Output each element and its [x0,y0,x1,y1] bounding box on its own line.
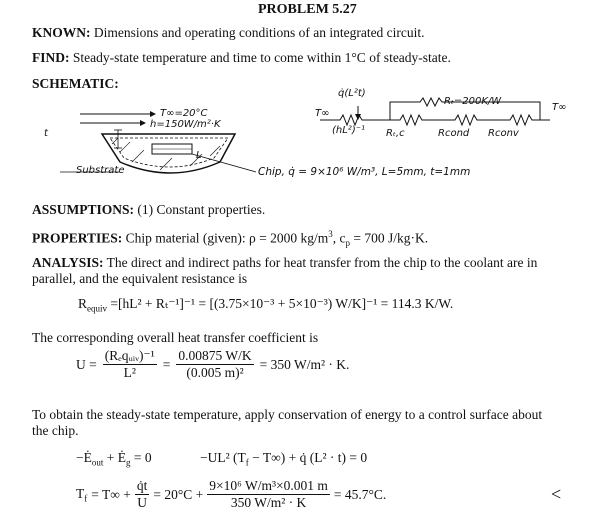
assumptions-text: (1) Constant properties. [137,202,266,217]
energy-balance-expanded [200,450,367,468]
schematic-label: SCHEMATIC: [32,76,119,91]
analysis-line5: the chip. [32,423,79,438]
energy-balance-equation [76,450,152,468]
properties-line [32,229,428,248]
analysis-text-1: The direct and indirect paths for heat transfer from the chip to the coolant are in [106,255,538,270]
eq4-a: = T∞ + [91,486,131,502]
eq1-mid: =[hL² + Rₜ⁻¹]⁻¹ = [(3.75×10⁻³ + 5×10⁻³) W/K]⁻¹ [110,296,378,311]
properties-exp: 3 [328,229,333,239]
eq2-den2: (0.005 m)² [186,365,244,380]
properties-text-c: = 700 J/kg·K. [350,230,429,246]
known-line [32,25,425,41]
Rt-value-label: Rₜ=200K/W [444,96,502,107]
Rcond-label: Rcond [438,128,470,139]
hL2-label: (hL²)⁻¹ [332,125,366,136]
tinf-right-label: T∞ [552,102,567,113]
eq3-a: −Ė [76,450,92,465]
properties-text-b: , c [332,230,346,246]
eq2-fraction-2 [176,348,253,381]
assumptions-line [32,202,265,218]
eq2-rhs: = 350 W/m² · K. [259,356,350,372]
qdot-label: q̇(L²t) [338,88,366,99]
analysis-line2: parallel, and the equivalent resistance is [32,271,248,286]
eq3-c: = 0 [130,450,152,465]
properties-text-a: Chip material (given): ρ = 2000 kg/m [125,230,329,246]
analysis-line1 [32,255,537,271]
eq4-b: = 20°C + [153,486,204,502]
eq2-num2: 0.00875 W/K [178,348,252,363]
eq4-den2: 350 W/m² · K [230,495,307,510]
Rtc-label: Rₜ,c [386,128,405,139]
eq4-num1: q̇t [136,478,148,493]
eq3-b-sub: g [126,457,131,468]
eq2-den1: L² [123,365,136,380]
substrate-label: Substrate [76,165,125,176]
known-label: KNOWN: [32,25,91,40]
eq1-rhs: = 114.3 K/W. [380,296,454,311]
eq3-b: + Ė [103,450,127,465]
eq4-lhs: T [76,485,85,501]
tinf-label: T∞=20°C [160,108,208,119]
chip-caption: Chip, q̇ = 9×10⁶ W/m³, L=5mm, t=1mm [258,166,471,178]
eq1-lhs-sub: equiv [87,303,108,314]
Rconv-label: Rconv [488,128,519,139]
eq2-lhs: U = [76,356,97,372]
properties-label: PROPERTIES: [32,230,123,246]
analysis-label: ANALYSIS: [32,255,104,270]
t-label: t [44,128,48,139]
eq2-num1: (Rₑqᵤᵢᵥ)⁻¹ [104,348,155,363]
eq4-fraction-2 [207,478,330,511]
tinf-left-label: T∞ [315,108,330,119]
result-marker: < [551,484,562,504]
overall-htc-equation: U = $\frac{\text{(Rₑqᵤᵢᵥ)⁻¹}}{\text{L²}}$ = $\frac{0.00875 W/K}{\text{(0.005 m)²}}$ = 350 W/m² · K. [76,348,350,380]
eq4-rhs: = 45.7°C. [333,486,387,502]
eq3-d: −UL² (T [200,450,246,465]
h-label: h=150W/m²·K [150,119,221,130]
eq3-a-sub: out [91,457,104,468]
properties-sub: p [345,238,350,249]
find-label: FIND: [32,50,70,65]
eq2-fraction-1 [103,348,157,381]
L-label: L [196,150,202,161]
eq4-num2: 9×10⁶ W/m³×0.001 m [209,478,328,493]
problem-title: PROBLEM 5.27 [258,2,357,17]
find-line [32,50,451,66]
eq3-d-sub: f [245,457,249,468]
steady-state-temp-equation [76,478,386,511]
analysis-line4: To obtain the steady-state temperature, apply conservation of energy to a control surface about [32,407,543,422]
eq1-lhs: R [78,296,88,311]
eq4-den1: U [137,495,147,510]
find-text: Steady-state temperature and time to come within 1°C of steady-state. [72,50,451,65]
eq4-lhs-sub: f [84,493,88,504]
eq4-fraction-1 [135,478,150,511]
eq3-e: − T∞) + q̇ (L² · t) = 0 [248,450,368,465]
assumptions-label: ASSUMPTIONS: [32,202,135,217]
known-text: Dimensions and operating conditions of an integrated circuit. [93,25,425,40]
analysis-line3: The corresponding overall heat transfer coefficient is [32,330,319,345]
equiv-resistance-equation [78,296,453,314]
